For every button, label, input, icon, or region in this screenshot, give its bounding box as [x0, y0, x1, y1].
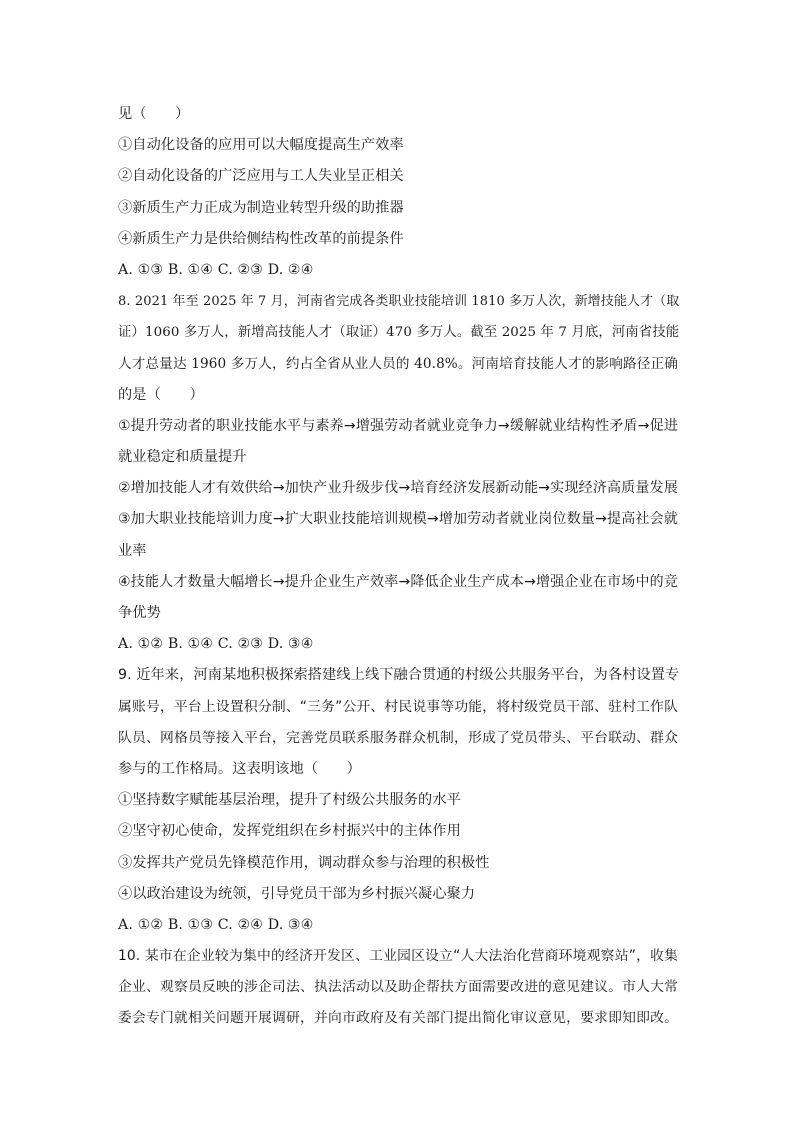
question-content — [118, 99, 678, 1035]
q9-stem-line-1: 9. 近年来，河南某地积极探索搭建线上线下融合贯通的村级公共服务平台，为各村设置专 — [118, 667, 680, 684]
q7-stem-tail: 见（ ） — [118, 106, 190, 122]
q8-option-3-cont: 业率 — [118, 542, 147, 559]
q7-choices: A. ①③ B. ①④ C. ②③ D. ②④ — [118, 261, 314, 278]
q8-option-4-cont: 争优势 — [118, 605, 161, 621]
q7-option-3: ③新质生产力正成为制造业转型升级的助推器 — [118, 199, 404, 216]
q8-stem-line-2: 证）1060 多万人，新增高技能人才（取证）470 多万人。截至 2025 年 7 月底，河南省技能 — [118, 325, 680, 341]
q7-option-2: ②自动化设备的广泛应用与工人失业呈正相关 — [118, 168, 404, 185]
q10-stem-line-2: 企业、观察员反映的涉企司法、执法活动以及助企帮扶方面需要改进的意见建议。市人大常 — [118, 979, 678, 996]
q8-choices: A. ①② B. ①④ C. ②③ D. ③④ — [118, 636, 314, 653]
q9-option-3: ③发挥共产党员先锋模范作用，调动群众参与治理的积极性 — [118, 854, 490, 871]
q8-option-4: ④技能人才数量大幅增长→提升企业生产效率→降低企业生产成本→增强企业在市场中的竞 — [118, 573, 678, 590]
q8-option-2: ②增加技能人才有效供给→加快产业升级步伐→培育经济发展新动能→实现经济高质量发展 — [118, 480, 678, 497]
q8-stem-line-4: 的是（ ） — [118, 386, 204, 403]
q7-option-1: ①自动化设备的应用可以大幅度提高生产效率 — [118, 137, 404, 154]
q7-option-4: ④新质生产力是供给侧结构性改革的前提条件 — [118, 230, 404, 247]
q9-stem-line-3: 队员、网格员等接入平台，完善党员联系服务群众机制，形成了党员带头、平台联动、群众 — [118, 729, 678, 746]
q8-option-3: ③加大职业技能培训力度→扩大职业技能培训规模→增加劳动者就业岗位数量→提高社会就 — [118, 511, 678, 528]
q8-stem-line-1: 8. 2021 年至 2025 年 7 月，河南省完成各类职业技能培训 1810 多万人次，新增技能人才（取 — [118, 294, 680, 310]
q9-option-4: ④以政治建设为统领，引导党员干部为乡村振兴凝心聚力 — [118, 885, 476, 902]
q10-stem-line-1: 10. 某市在企业较为集中的经济开发区、工业园区设立“人大法治化营商环境观察站”，收集 — [118, 948, 678, 965]
q9-stem-line-2: 属账号，平台上设置积分制、“三务”公开、村民说事等功能，将村级党员干部、驻村工作队 — [118, 698, 678, 715]
q9-stem-line-4: 参与的工作格局。这表明该地（ ） — [118, 760, 361, 777]
q8-stem-line-3: 人才总量达 1960 多万人，约占全省从业人员的 40.8%。河南培育技能人才的影响路径正确 — [118, 355, 678, 372]
q8-option-1-cont: 就业稳定和质量提升 — [118, 449, 247, 466]
q9-choices: A. ①② B. ①③ C. ②④ D. ③④ — [118, 916, 314, 933]
q9-option-1: ①坚持数字赋能基层治理，提升了村级公共服务的水平 — [118, 792, 461, 809]
q8-option-1: ①提升劳动者的职业技能水平与素养→增强劳动者就业竞争力→缓解就业结构性矛盾→促进 — [118, 417, 678, 434]
q9-option-2: ②坚守初心使命，发挥党组织在乡村振兴中的主体作用 — [118, 823, 461, 840]
q10-stem-line-3: 委会专门就相关问题开展调研，并向市政府及有关部门提出简化审议意见，要求即知即改。 — [118, 1010, 678, 1027]
